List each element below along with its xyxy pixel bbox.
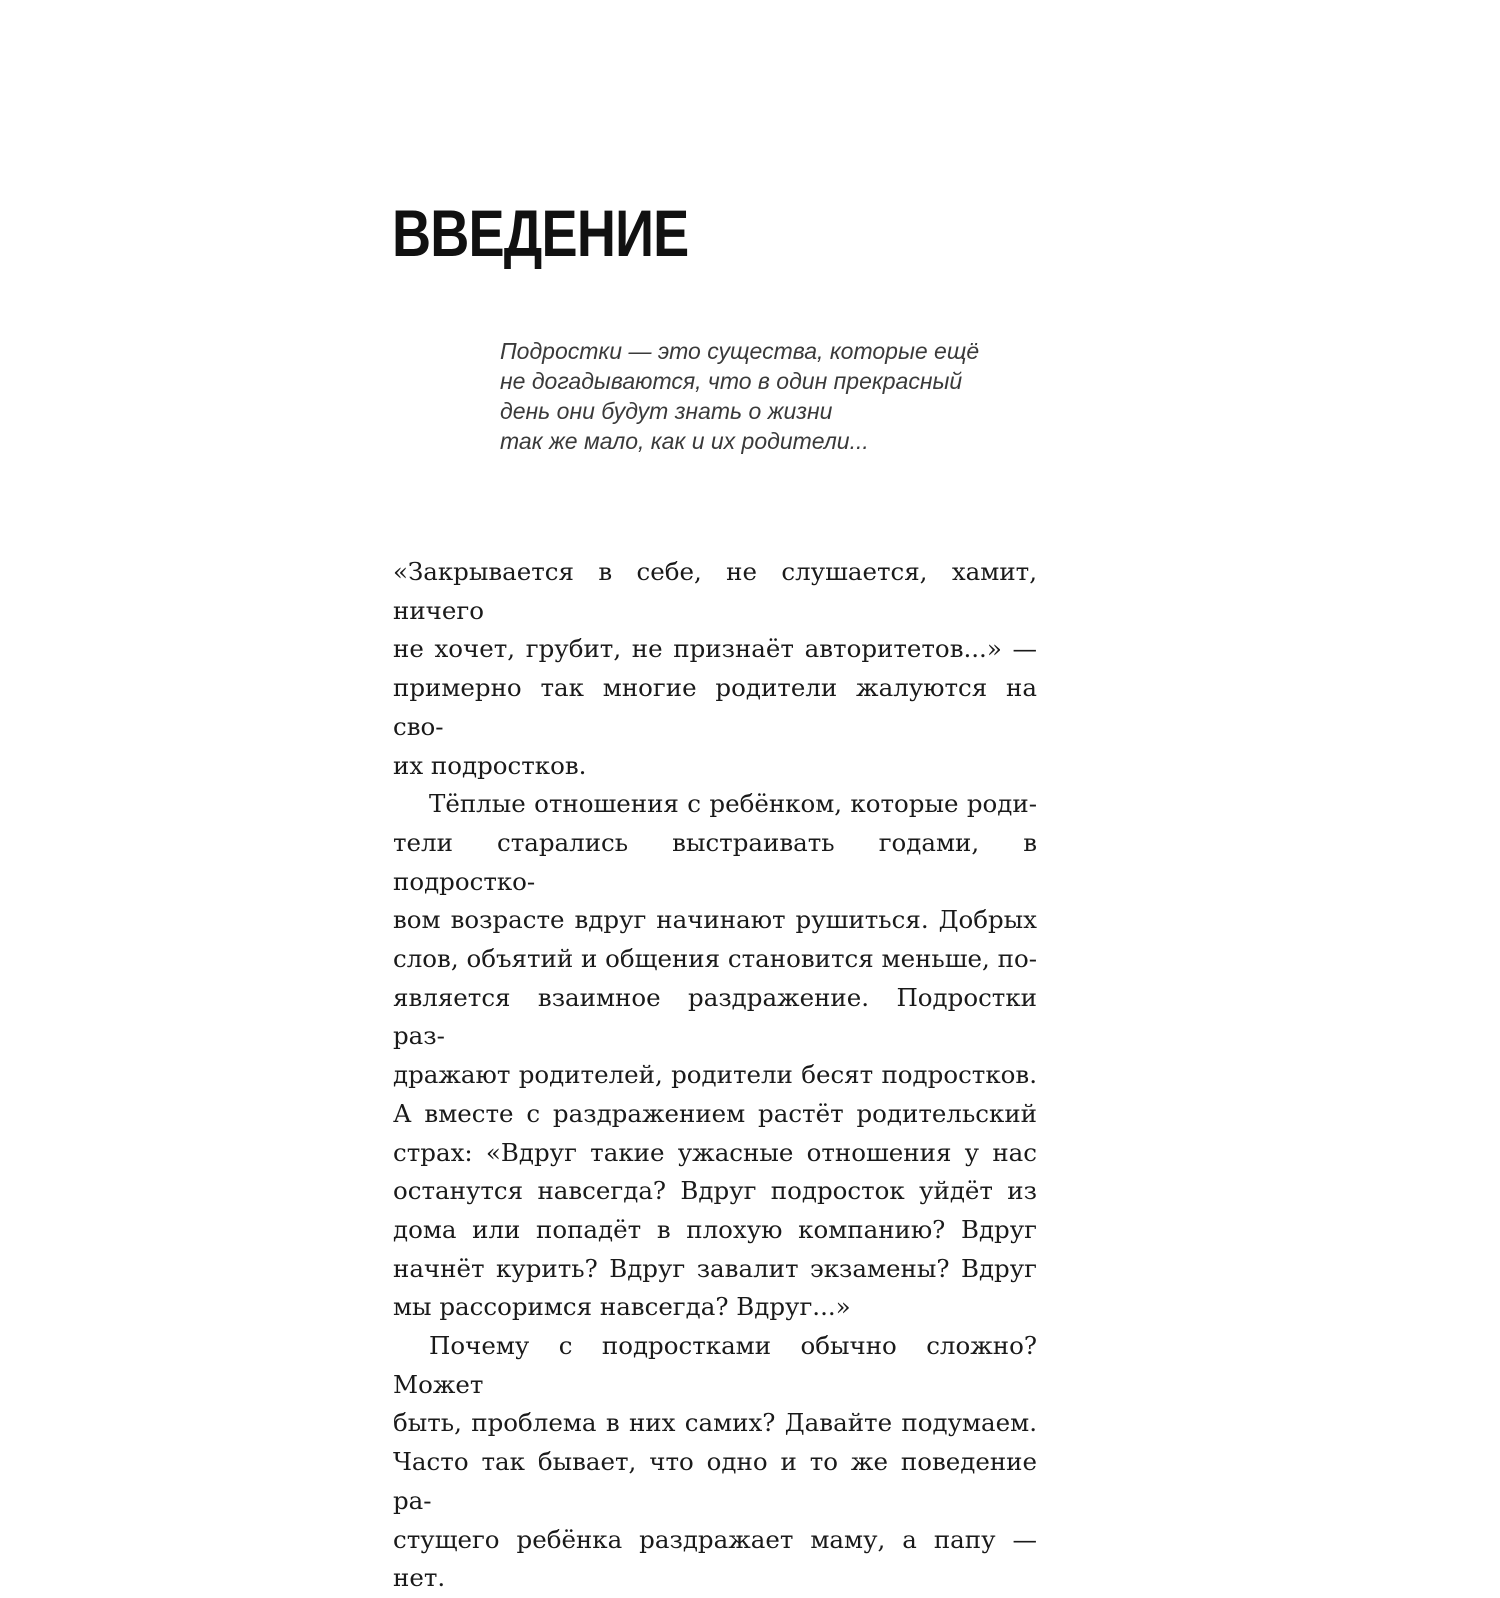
text-line: их подростков. [393, 750, 587, 780]
text-line: дражают родителей, родители бесят подростков. [393, 1060, 1037, 1090]
text-line: не хочет, грубит, не признаёт авторитетов...» — [393, 634, 1037, 664]
epigraph-line: день они будут знать о жизни [500, 398, 833, 424]
text-line: примерно так многие родители жалуются на сво- [393, 673, 1037, 741]
text-line: мы рассоримся навсегда? Вдруг...» [393, 1292, 851, 1322]
text-line: начнёт курить? Вдруг завалит экзамены? Вдруг [393, 1253, 1037, 1283]
text-line: А вместе с раздражением растёт родительский [393, 1098, 1037, 1128]
text-line: стущего ребёнка раздражает маму, а папу — нет. [393, 1524, 1037, 1593]
text-line: страх: «Вдруг такие ужасные отношения у нас [393, 1137, 1037, 1167]
text-line: Часто так бывает, что одно и то же поведение ра- [393, 1447, 1037, 1515]
chapter-title: ВВЕДЕНИЕ [392, 196, 689, 270]
text-line: тели старались выстраивать годами, в подростко- [393, 827, 1037, 896]
text-line: «Закрывается в себе, не слушается, хамит, ничего [393, 557, 1037, 625]
text-line: является взаимное раздражение. Подростки раз- [393, 982, 1037, 1051]
text-line: дома или попадёт в плохую компанию? Вдруг [393, 1214, 1037, 1244]
paragraph-2 [393, 785, 1037, 1327]
epigraph-line: не догадываются, что в один прекрасный [500, 368, 963, 394]
text-line: вом возрасте вдруг начинают рушиться. Добрых [393, 905, 1037, 935]
body-text [393, 553, 1037, 1598]
text-line: слов, объятий и общения становится меньше, по- [393, 944, 1037, 974]
paragraph-1 [393, 553, 1037, 785]
epigraph [500, 336, 980, 456]
text-line: Тёплые отношения с ребёнком, которые роди- [429, 789, 1037, 819]
text-line: останутся навсегда? Вдруг подросток уйдёт из [393, 1176, 1037, 1206]
paragraph-3 [393, 1327, 1037, 1598]
epigraph-line: так же мало, как и их родители... [500, 428, 869, 454]
text-line: Почему с подростками обычно сложно? Может [393, 1331, 1037, 1399]
text-line: быть, проблема в них самих? Давайте подумаем. [393, 1408, 1037, 1438]
epigraph-line: Подростки — это существа, которые ещё [500, 338, 980, 364]
